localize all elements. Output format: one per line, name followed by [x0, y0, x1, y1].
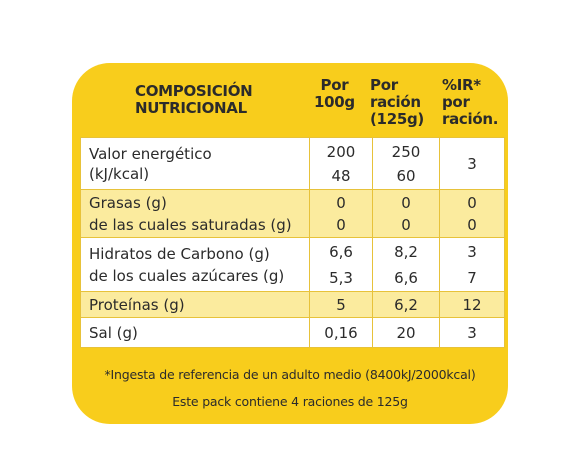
value: 0 — [401, 215, 411, 234]
value: 3 — [467, 154, 477, 173]
label-line: Grasas (g) — [89, 193, 167, 212]
row-label — [81, 238, 310, 292]
header-per-100g — [314, 77, 355, 111]
label-line: Hidratos de Carbono (g) — [89, 244, 270, 263]
cell-serving: 20 — [373, 318, 440, 348]
nutrition-table — [80, 137, 505, 348]
label-line: (kJ/kcal) — [89, 164, 150, 183]
header-per-serving — [370, 77, 424, 128]
row-label: Proteínas (g) — [81, 292, 310, 318]
value: 0 — [467, 215, 477, 234]
label-line: de las cuales saturadas (g) — [89, 215, 292, 234]
header-per-100g-line: Por — [320, 76, 349, 94]
cell-ri — [440, 190, 505, 238]
footnote-pack: Este pack contiene 4 raciones de 125g — [172, 394, 408, 409]
cell-ri — [440, 238, 505, 292]
cell-ri: 12 — [440, 292, 505, 318]
header-ri-line: por — [442, 93, 470, 111]
cell-serving: 6,2 — [373, 292, 440, 318]
value: 200 — [326, 142, 356, 161]
header-composition — [135, 83, 252, 117]
value: 48 — [331, 166, 351, 185]
value: 3 — [467, 242, 477, 261]
table-row-fat — [81, 190, 505, 238]
value: 7 — [467, 268, 477, 287]
row-label: Sal (g) — [81, 318, 310, 348]
cell-per100 — [310, 238, 373, 292]
header-composition-line: COMPOSICIÓN — [135, 82, 253, 100]
table-row-energy — [81, 138, 505, 190]
header-per-100g-line: 100g — [314, 93, 355, 111]
value: 0 — [336, 193, 346, 212]
value: 0 — [401, 193, 411, 212]
table-row-salt — [81, 318, 505, 348]
header-composition-line: NUTRICIONAL — [135, 99, 247, 117]
cell-per100 — [310, 190, 373, 238]
label-line: de los cuales azúcares (g) — [89, 266, 285, 285]
cell-ri: 3 — [440, 318, 505, 348]
cell-serving — [373, 190, 440, 238]
cell-serving — [373, 138, 440, 190]
row-label — [81, 190, 310, 238]
header-ri-line: ración. — [442, 110, 499, 128]
table-row-carbs — [81, 238, 505, 292]
header-per-serving-line: (125g) — [370, 110, 424, 128]
label-line: Valor energético — [89, 144, 212, 163]
cell-per100 — [310, 138, 373, 190]
row-label — [81, 138, 310, 190]
header-per-serving-line: Por — [370, 76, 398, 94]
value: 6,6 — [329, 242, 353, 261]
value: 0 — [336, 215, 346, 234]
header-reference-intake — [442, 77, 498, 128]
footnote-reference-intake: *Ingesta de referencia de un adulto medio (8400kJ/2000kcal) — [104, 367, 476, 382]
table-row-protein — [81, 292, 505, 318]
value: 5,3 — [329, 268, 353, 287]
cell-serving — [373, 238, 440, 292]
value: 60 — [396, 166, 416, 185]
value: 8,2 — [394, 242, 418, 261]
value: 6,6 — [394, 268, 418, 287]
header-ri-line: %IR* — [442, 76, 481, 94]
value: 250 — [391, 142, 421, 161]
cell-per100: 0,16 — [310, 318, 373, 348]
cell-ri — [440, 138, 505, 190]
cell-per100: 5 — [310, 292, 373, 318]
value: 0 — [467, 193, 477, 212]
header-per-serving-line: ración — [370, 93, 421, 111]
